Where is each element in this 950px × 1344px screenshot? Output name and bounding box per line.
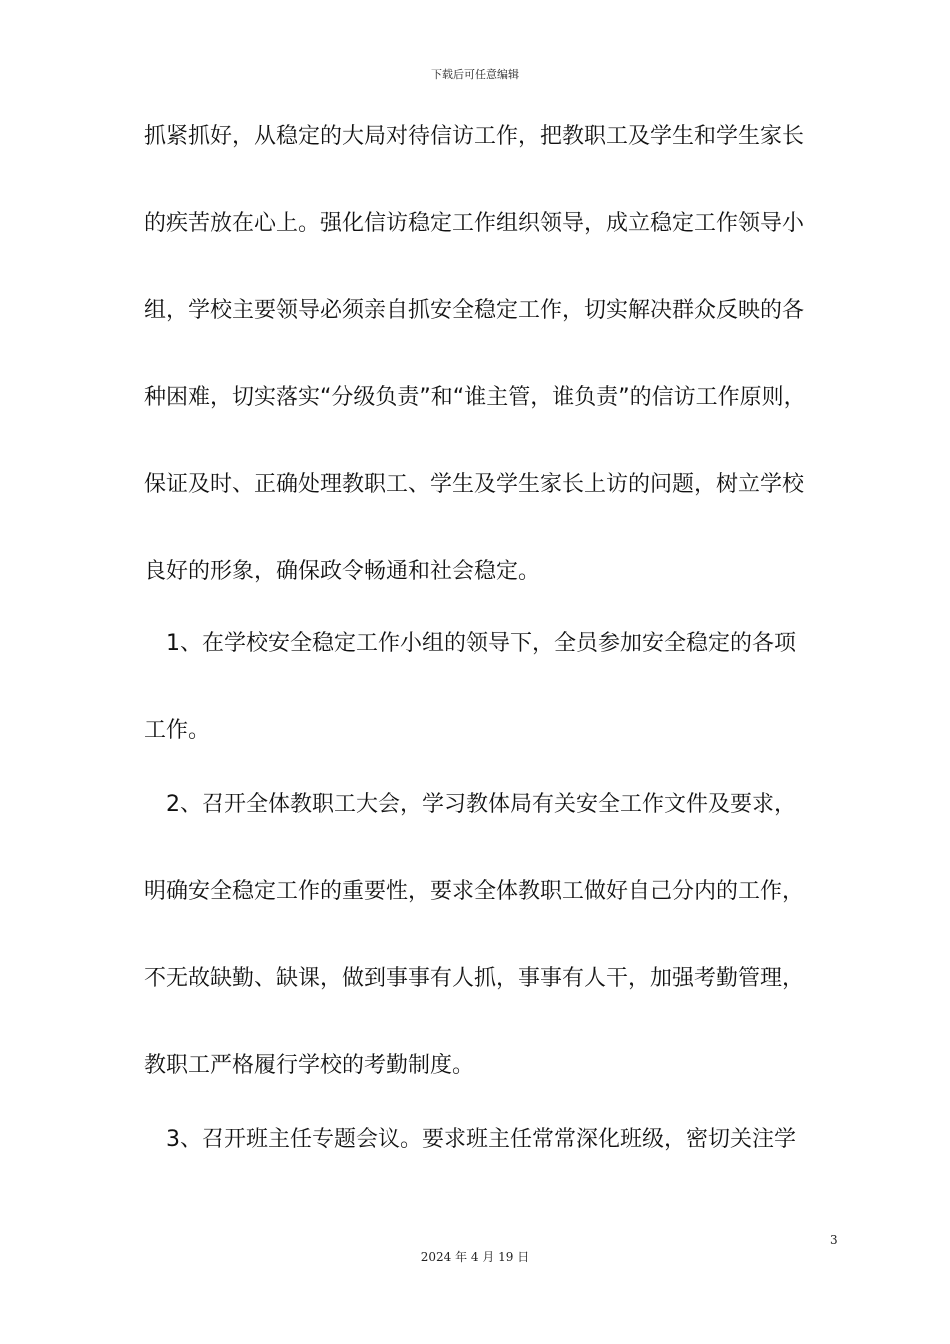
list-item-line: 教职工严格履行学校的考勤制度。 (144, 1053, 475, 1078)
list-item-line: 不无故缺勤、缺课，做到事事有人抓，事事有人干，加强考勤管理， (144, 966, 805, 991)
paragraph-line: 种困难，切实落实“分级负责”和“谁主管，谁负责”的信访工作原则， (144, 385, 806, 410)
paragraph-line: 抓紧抓好，从稳定的大局对待信访工作，把教职工及学生和学生家长 (144, 124, 805, 149)
page-number: 3 (830, 1233, 838, 1247)
page-footer-date: 2024 年 4 月 19 日 (420, 1250, 530, 1264)
page-header: 下载后可任意编辑 (431, 68, 519, 81)
paragraph-line: 组，学校主要领导必须亲自抓安全稳定工作，切实解决群众反映的各 (144, 298, 805, 323)
list-item-line: 明确安全稳定工作的重要性，要求全体教职工做好自己分内的工作， (144, 879, 805, 904)
paragraph-line: 良好的形象，确保政令畅通和社会稳定。 (144, 559, 541, 584)
list-item-line: 工作。 (144, 718, 211, 743)
paragraph-line: 保证及时、正确处理教职工、学生及学生家长上访的问题，树立学校 (144, 472, 805, 497)
list-item-line: 1、在学校安全稳定工作小组的领导下，全员参加安全稳定的各项 (144, 631, 796, 656)
list-item-line: 2、召开全体教职工大会，学习教体局有关安全工作文件及要求， (144, 792, 796, 817)
paragraph-line: 的疾苦放在心上。强化信访稳定工作组织领导，成立稳定工作领导小 (144, 211, 805, 236)
list-item-line: 3、召开班主任专题会议。要求班主任常常深化班级，密切关注学 (144, 1127, 796, 1152)
